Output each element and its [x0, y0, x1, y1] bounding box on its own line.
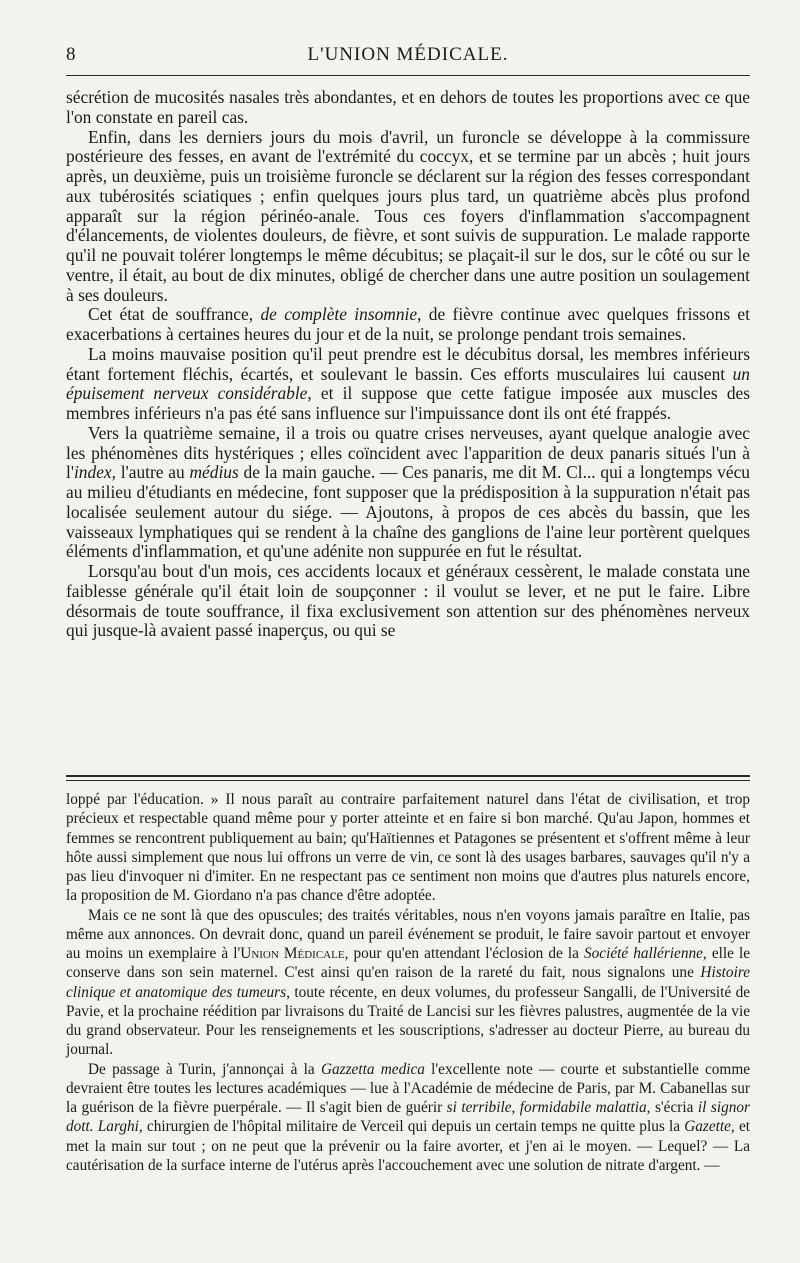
- footnote-divider-thick: [66, 775, 750, 777]
- text-run: Cet état de souffrance,: [88, 304, 261, 325]
- paragraph-1: sécrétion de mucosités nasales très abondantes, et en dehors de toutes les proportions avec ce que l'on constate en pareil cas.: [66, 87, 750, 127]
- italic-run: Gazzetta medica: [320, 1060, 425, 1078]
- italic-run: Histoire clinique et anatomique des tumeurs,: [66, 964, 750, 1001]
- header-rule: [66, 75, 750, 76]
- text-run: l'autre au: [115, 462, 190, 483]
- italic-run: il signor dott. Larghi,: [66, 1099, 750, 1136]
- journal-name-smallcaps: Union Médicale: [240, 945, 345, 962]
- page-header: [66, 44, 750, 74]
- text-run: de la main gauche. — Ces panaris, me dit M. Cl... qui a longtemps vécu au milieu d'étudiants en médecine, font supposer que la prédisposition à la suppuration n'était pas localisée seulement autour du siége. — Ajoutons, à propos de ces abcès du bassin, que les vaisseaux lymphatiques qui se rendent à la chaîne des ganglions de l'aine leur portèrent quelques éléments d'inflammation, et qu'une adénite non suppurée en fut le résultat.: [66, 462, 751, 562]
- paragraph-4: [66, 345, 750, 424]
- text-run: La moins mauvaise position qu'il peut prendre est le décubitus dorsal, les membres inférieurs étant fortement fléchis, écartés, et soulevant le bassin. Ces efforts musculaires lui causent: [66, 343, 750, 384]
- paragraph-5: [66, 424, 750, 562]
- text-run: De passage à Turin, j'annonçai à la: [88, 1060, 321, 1078]
- note-paragraph-1: loppé par l'éducation. » Il nous paraît au contraire parfaitement naturel dans l'état de civilisation, et trop précieux et respectable quand même pour y porter atteinte et en faire si bon marché. Qu'au Japon, hommes et femmes se rencontrent publiquement au bain; qu'Haïtiennes et Patagones se présentent et s'offrent même à leur hôte aussi simplement que nous lui offrons un verre de vin, ce sont là des usages barbares, sauvages qu'il n'y a pas lieu d'invoquer ni d'imiter. En ne respectant pas ce sentiment non moins que d'autres plus naturels encore, la proposition de M. Giordano n'a pas chance d'être adoptée.: [66, 791, 750, 905]
- paragraph-2: Enfin, dans les derniers jours du mois d'avril, un furoncle se développe à la commissure postérieure des fesses, en avant de l'extrémité du coccyx, et se termine par un abcès ; huit jours après, un deuxième, puis un troisième furoncle se déclarent sur la région des fesses correspondant aux tubérosités sciatiques ; enfin quelques jours plus tard, un quatrième abcès plus profond apparaît sur la région périnéo-anale. Tous ces foyers d'inflammation s'accompagnent d'élancements, de violentes douleurs, de fièvre, et sont suivis de suppuration. Le malade rapporte qu'il ne pouvait tolérer longtemps le même décubitus; se plaçait-il sur le dos, sur le côté ou sur le ventre, il était, au bout de dix minutes, obligé de chercher dans une autre position un soulagement à ses douleurs.: [66, 126, 750, 305]
- italic-run: Gazette,: [684, 1118, 735, 1136]
- text-run: , et il suppose que cette fatigue imposée aux muscles des membres inférieurs n'a pas été sans influence sur l'impuissance dont ils ont été frappés.: [66, 383, 750, 423]
- text-run: Vers la quatrième semaine, il a trois ou quatre crises nerveuses, ayant quelque analogie avec les phénomènes dits hystériques ; elles coïncident avec l'apparition de deux panaris situés l'un à l': [66, 422, 750, 483]
- footnote-divider-thin: [66, 780, 750, 781]
- text-run: toute récente, en deux volumes, du professeur Sangalli, de l'Université de Pavie, et la prochaine réédition par livraisons du Traité de Lancisi sur les fièvres palustres, augmentée de la vie du grand observateur. Pour les renseignements et les souscriptions, s'adresser au docteur Pierre, au bureau du journal.: [66, 983, 751, 1059]
- paragraph-6: Lorsqu'au bout d'un mois, ces accidents locaux et généraux cessèrent, le malade constata une faiblesse générale qu'il était loin de soupçonner : il voulut se lever, et ne put le faire. Libre désormais de toute souffrance, il fixa exclusivement son attention sur des phénomènes nerveux qui jusque-là avaient passé inaperçus, ou qui se: [66, 561, 750, 641]
- text-run: et met la main sur tout ; on ne peut que la prévenir ou la faire avorter, et j'en ai le moyen. — Lequel? — La cautérisation de la surface interne de l'utérus après l'accouchement avec une solution de nitrate d'argent. —: [66, 1118, 750, 1174]
- footnote-text: [66, 790, 750, 1175]
- italic-run: de complète insomnie: [260, 304, 418, 325]
- main-text: [66, 88, 750, 641]
- text-run: chirurgien de l'hôpital militaire de Verceil qui depuis un certain temps ne quitte plus la: [142, 1118, 685, 1136]
- italic-run: Société hallérienne,: [584, 945, 707, 962]
- text-run: , pour qu'en attendant l'éclosion de la: [344, 945, 584, 962]
- text-run: Mais ce ne sont là que des opuscules; des traités véritables, nous n'en voyons jamais paraître en Italie, pas même aux annonces. On devrait donc, quand un pareil événement se produit, le faire savoir partout et envoyer au moins un exemplaire à l': [66, 906, 750, 962]
- note-paragraph-3: [66, 1060, 750, 1176]
- paragraph-3: [66, 305, 750, 345]
- running-title: L'UNION MÉDICALE.: [307, 44, 509, 65]
- text-run: elle le conserve dans son sein maternel. C'est ainsi qu'en raison de la rareté du fait, nous signalons une: [66, 945, 751, 982]
- italic-run: si terribile, formidabile malattia,: [446, 1099, 651, 1116]
- text-run: , de fièvre continue avec quelques frissons et exacerbations à certaines heures du jour et de la nuit, se prolonge pendant trois semaines.: [66, 304, 750, 344]
- text-run: s'écria: [650, 1099, 698, 1116]
- text-run: l'excellente note — courte et substantielle comme devraient être toutes les lectures académiques — lue à l'Académie de médecine de Paris, par M. Cabanellas sur la guérison de la fièvre puerpérale. — Il s'agit bien de guérir: [66, 1060, 751, 1116]
- italic-run: index,: [73, 462, 116, 483]
- note-paragraph-2: [66, 906, 750, 1060]
- italic-run: un épuisement nerveux considérable: [66, 363, 750, 404]
- italic-run: médius: [189, 462, 239, 483]
- page-number: 8: [66, 44, 76, 65]
